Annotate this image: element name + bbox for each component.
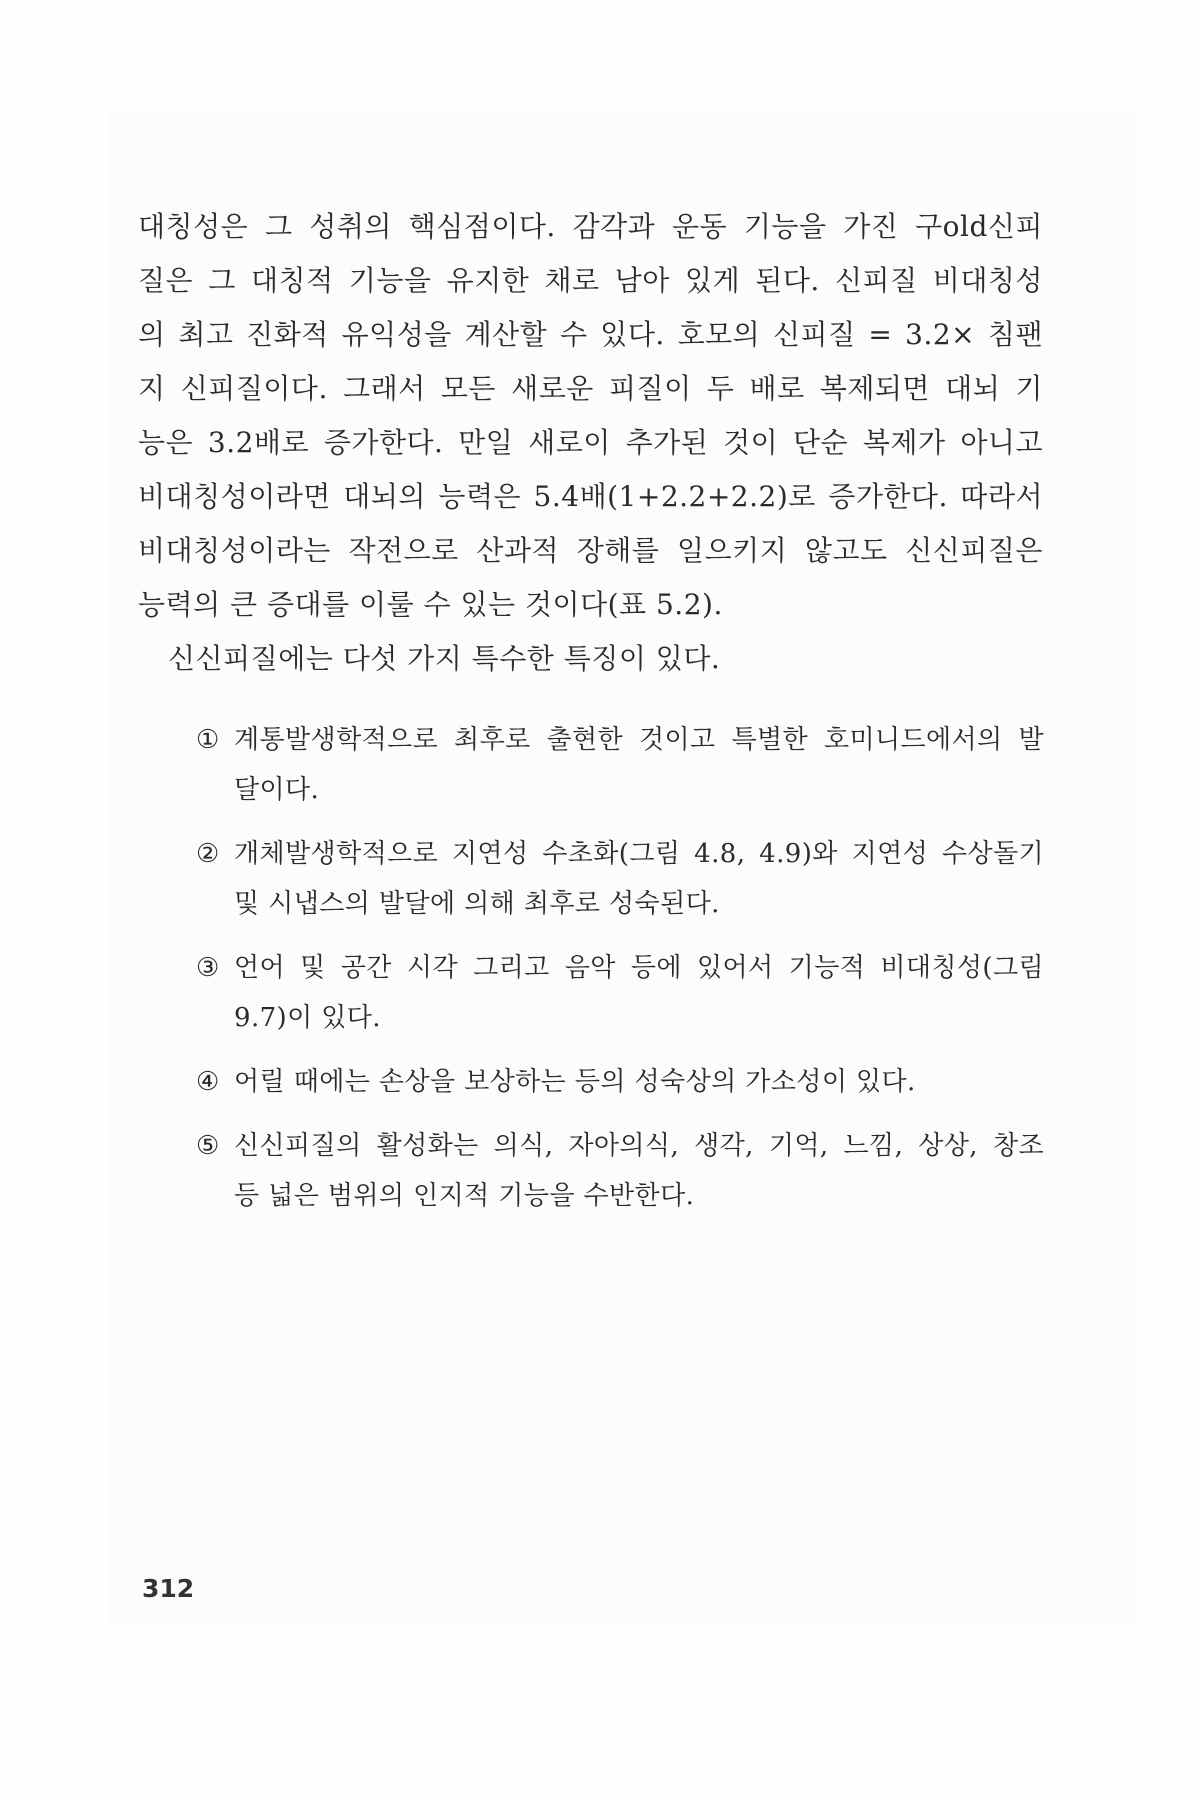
feature-list [196, 715, 1044, 1235]
list-item [196, 1121, 1044, 1221]
body-line: 능은 3.2배로 증가한다. 만일 새로이 추가된 것이 단순 복제가 아니고 [138, 426, 1043, 459]
body-line: 대칭성은 그 성취의 핵심점이다. 감각과 운동 기능을 가진 구old신피 [138, 210, 1043, 243]
list-marker: ③ [196, 953, 220, 983]
body-line: 지 신피질이다. 그래서 모든 새로운 피질이 두 배로 복제되면 대뇌 기 [138, 372, 1043, 405]
body-line: 질은 그 대칭적 기능을 유지한 채로 남아 있게 된다. 신피질 비대칭성 [138, 264, 1043, 297]
list-item [196, 943, 1044, 1043]
list-item-text: 어릴 때에는 손상을 보상하는 등의 성숙상의 가소성이 있다. [234, 1067, 916, 1097]
list-marker: ② [196, 839, 220, 869]
body-line: 능력의 큰 증대를 이룰 수 있는 것이다(표 5.2). [138, 588, 723, 621]
list-marker: ④ [196, 1067, 220, 1097]
page-number: 312 [142, 1574, 195, 1603]
list-item [196, 715, 1044, 815]
list-marker: ⑤ [196, 1131, 220, 1161]
list-item-text: 언어 및 공간 시각 그리고 음악 등에 있어서 기능적 비대칭성(그림 [234, 953, 1044, 983]
body-line: 비대칭성이라면 대뇌의 능력은 5.4배(1+2.2+2.2)로 증가한다. 따라서 [138, 480, 1043, 513]
list-item-text: 계통발생학적으로 최후로 출현한 것이고 특별한 호미니드에서의 발 [234, 725, 1044, 755]
list-marker: ① [196, 725, 220, 755]
list-item-text: 및 시냅스의 발달에 의해 최후로 성숙된다. [234, 889, 720, 919]
list-item-text: 신신피질의 활성화는 의식, 자아의식, 생각, 기억, 느낌, 상상, 창조 [234, 1131, 1044, 1161]
body-paragraph [138, 200, 1043, 686]
intro-sentence: 신신피질에는 다섯 가지 특수한 특징이 있다. [168, 642, 721, 675]
list-item [196, 829, 1044, 929]
list-item-text: 달이다. [234, 775, 320, 805]
list-item-text: 개체발생학적으로 지연성 수초화(그림 4.8, 4.9)와 지연성 수상돌기 [234, 839, 1044, 869]
body-line: 비대칭성이라는 작전으로 산과적 장해를 일으키지 않고도 신신피질은 [138, 534, 1043, 567]
list-item-text: 등 넓은 범위의 인지적 기능을 수반한다. [234, 1181, 695, 1211]
body-line: 의 최고 진화적 유익성을 계산할 수 있다. 호모의 신피질 = 3.2× 침팬 [138, 318, 1043, 351]
list-item [196, 1057, 1044, 1107]
list-item-text: 9.7)이 있다. [234, 1003, 381, 1033]
